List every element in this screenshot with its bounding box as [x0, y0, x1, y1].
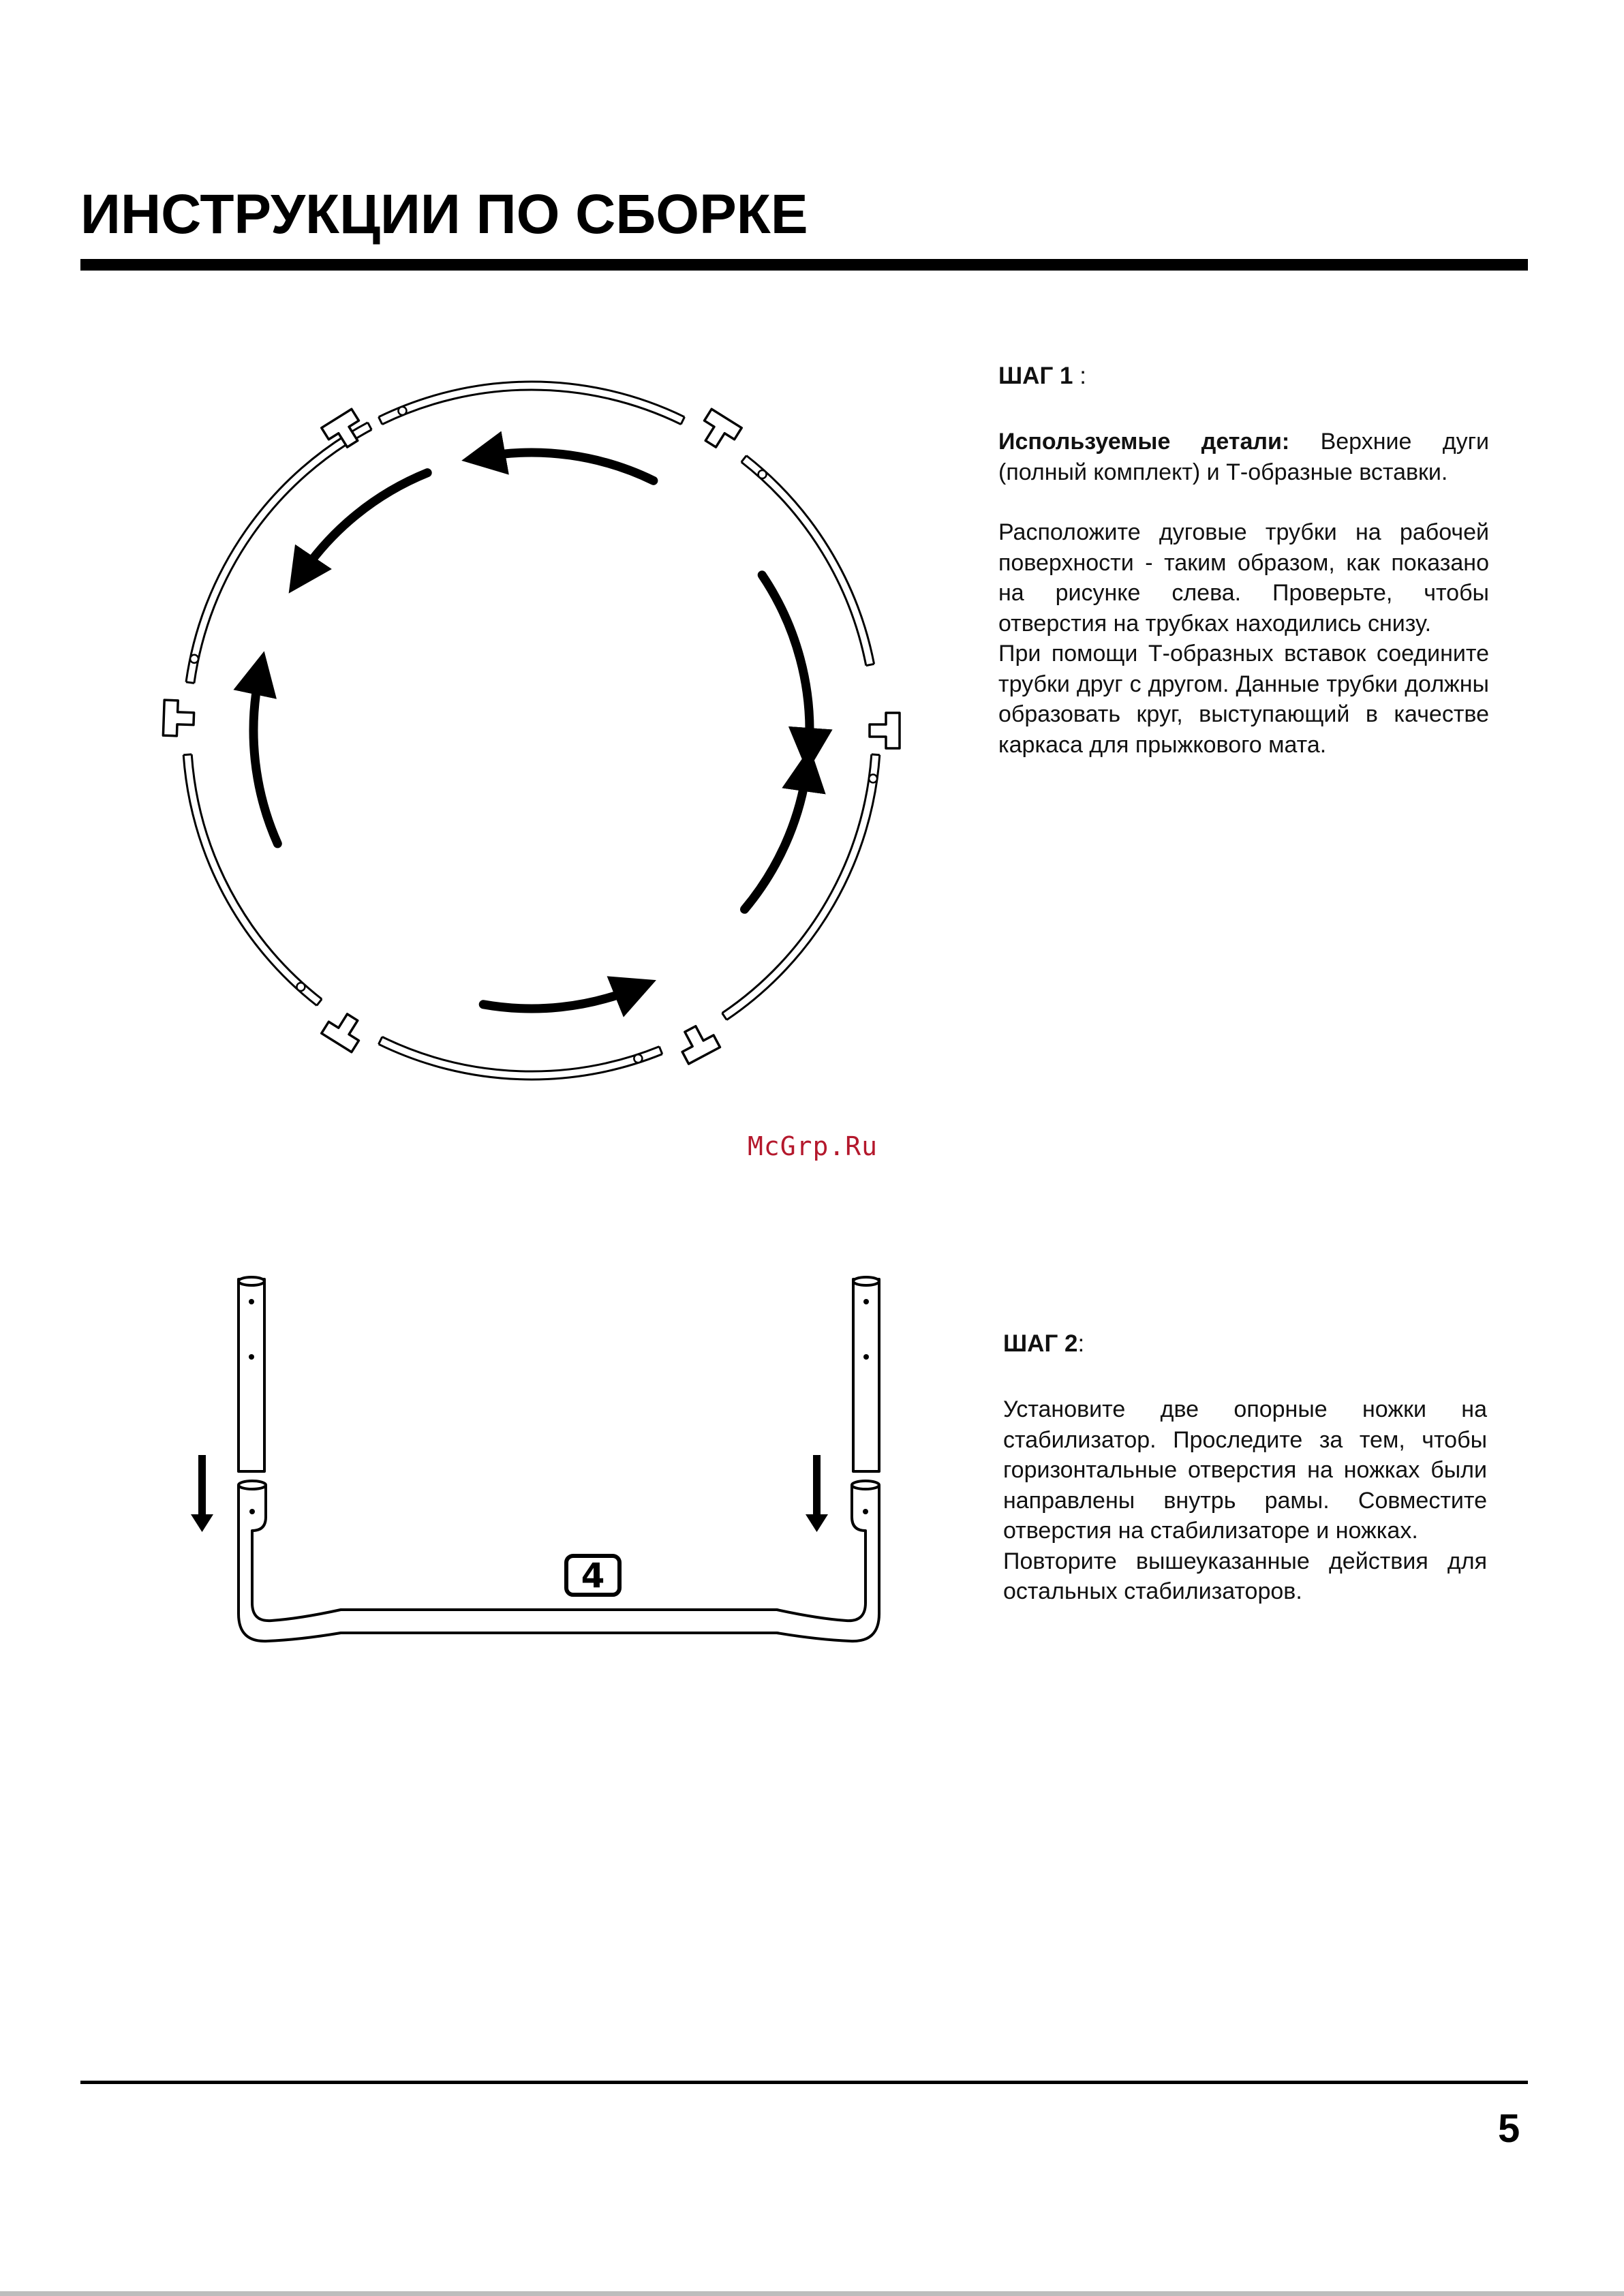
u-stabilizer: [239, 1481, 879, 1641]
step2-heading-sep: :: [1077, 1330, 1085, 1357]
left-down-arrow: [191, 1455, 213, 1532]
part-number: 4: [581, 1556, 605, 1595]
step2-heading: [1003, 1330, 1487, 1358]
watermark: McGrp.Ru: [748, 1131, 878, 1161]
step2-heading-text: ШАГ 2: [1003, 1330, 1078, 1357]
page-number: 5: [1498, 2107, 1520, 2151]
step2-instructions: [1003, 1330, 1487, 1607]
footer-rule: [80, 2081, 1528, 2084]
step1-heading-sep: :: [1073, 363, 1086, 389]
step1-parts-text: Верхние дуги (полный комплект) и Т-образные вставки.: [998, 429, 1490, 485]
step1-heading-text: ШАГ 1: [998, 363, 1073, 389]
step2-paragraph1: Установите две опорные ножки на стабилизатор. Проследите за тем, чтобы горизонтальные отверстия на ножках были направлены внутрь рамы. Совместите отверстия на стабилизаторе и ножках.: [1003, 1396, 1487, 1544]
left-leg-tube: [239, 1277, 264, 1471]
step1-paragraph2: При помощи Т-образных вставок соедините трубки друг с другом. Данные трубки должны образовать круг, выступающий в качестве каркаса для прыжкового мата.: [998, 641, 1489, 758]
step1-parts-label: Используемые детали:: [998, 429, 1290, 455]
page-title: ИНСТРУКЦИИ ПО СБОРКЕ: [80, 183, 808, 245]
right-down-arrow: [806, 1455, 828, 1532]
step2-paragraph2: Повторите вышеуказанные действия для остальных стабилизаторов.: [1003, 1548, 1487, 1604]
step1-paragraph1: Расположите дуговые трубки на рабочей поверхности - таким образом, как показано на рисунке слева. Проверьте, чтобы отверстия на трубках находились снизу.: [998, 519, 1489, 637]
part-number-box: [566, 1556, 619, 1595]
scan-edge: [0, 2291, 1624, 2296]
right-leg-tube: [853, 1277, 879, 1471]
